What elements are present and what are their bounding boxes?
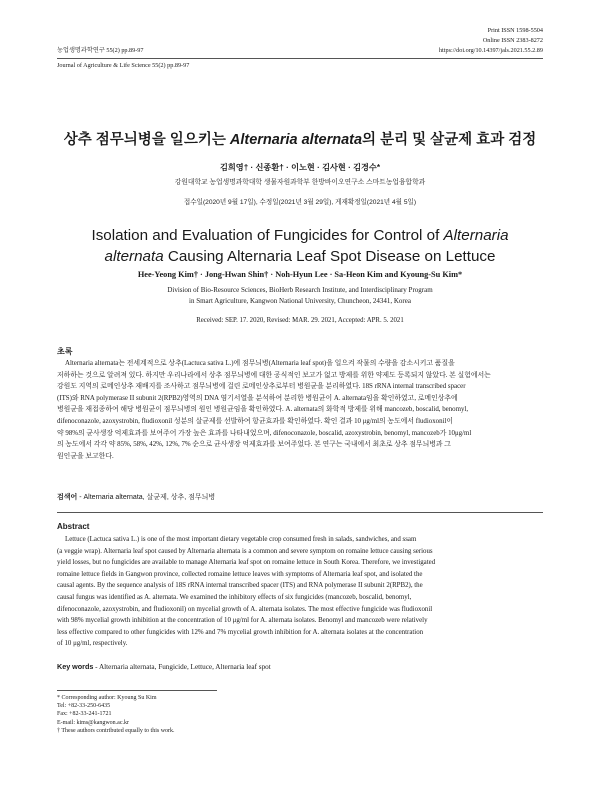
corresponding-author: * Corresponding author: Kyoung Su Kim <box>57 695 157 701</box>
abstract-line: romaine lettuce fields in Gangwon province, collected romaine lettuce leaves with symptoms of Alternaria leaf spot, and isolated the <box>57 570 423 578</box>
footnote-rule <box>57 690 217 691</box>
korean-abstract-line: 원인균을 보고한다. <box>57 452 114 460</box>
journal-korean: 농업생명과학연구 55(2) pp.89-97 <box>57 47 144 54</box>
english-authors: Hee-Yeong Kim† · Jong-Hwan Shin† · Noh-Hyun Lee · Sa-Heon Kim and Kyoung-Su Kim* <box>137 270 463 279</box>
korean-abstract-line: (ITS)와 RNA polymerase II subunit 2(RPB2)영역의 DNA 염기서열을 분석하여 분리한 병원균이 A. alternata임을 확인하였고, 로메인상추에 <box>57 394 458 402</box>
section-rule <box>57 512 543 513</box>
abstract-line: Lettuce (Lactuca sativa L.) is one of the most important dietary vegetable crop consumed fresh in salads, sandwiches, and ssam <box>65 536 417 543</box>
print-issn: Print ISSN 1598-5504 <box>487 27 543 34</box>
abstract-line: with 98% mycelial growth inhibition at the concentration of 10 μg/ml for A. alternata isolates. Benomyl and mancozeb were relatively <box>57 617 428 625</box>
abstract-line: causal fungus was identified as A. alternata. We examined the inhibitory effects of six fungicides (mancozeb, boscalid, benomyl, <box>57 593 412 601</box>
email-link[interactable]: E-mail: kims@kangwon.ac.kr <box>57 719 130 726</box>
korean-abstract-line: 약 98%의 균사생장 억제효과를 보여주어 가장 높은 효과를 나타내었으며, difenoconazole, boscalid, azoxystrobin, benomyl, mancozeb가 10μg/ml <box>57 429 472 437</box>
korean-abstract-line: difenoconazole, azoxystrobin, fludioxonil 성분의 살균제를 선발하여 항균효과를 확인하였다. 확인 결과 10 μg/ml의 농도에서 fludioxonil이 <box>57 417 454 425</box>
korean-abstract-line: 강원도 지역의 로메인상추 재배지를 조사하고 점무늬병에 걸린 로메인상추로부터 병원균을 분리하였다. 18S rRNA internal transcribed spacer <box>57 383 466 391</box>
journal-english: Journal of Agriculture & Life Science 55(2) pp.89-97 <box>57 62 190 69</box>
tel: Tel: +82-33-250-6435 <box>57 703 111 710</box>
abstract-line: (a veggie wrap). Alternaria leaf spot caused by Alternaria alternata is a common and severe symptom on romaine lettuce causing serious <box>57 547 433 555</box>
doi-link[interactable]: https://doi.org/10.14397/jals.2021.55.2.89 <box>438 47 543 54</box>
abstract-heading: Abstract <box>57 522 90 531</box>
english-keywords: Key words - Alternaria alternata, Fungicide, Lettuce, Alternaria leaf spot <box>57 662 271 671</box>
abstract-line: difenoconazole, azoxystrobin, and fludioxonil) on mycelial growth of A. alternata isolates. The most effective fungicide was fludioxonil <box>57 605 433 613</box>
abstract-body <box>57 534 543 650</box>
abstract-line: yield losses, but no fungicides are available to manage Alternaria leaf spot on romaine lettuce in South Korea. Therefore, we investigated <box>57 559 436 567</box>
korean-abstract-line: Alternaria alternata는 전세계적으로 상추(Lactuca sativa L.)에 점무늬병(Alternaria leaf spot)을 일으켜 작물의 수량을 감소시키고 품질을 <box>65 360 455 367</box>
korean-abstract-line: 저하하는 것으로 알려져 있다. 하지만 우리나라에서 상추 점무늬병에 대한 공식적인 보고가 없고 방제를 위한 약제도 등록되지 않았다. 본 실험에서는 <box>57 371 491 379</box>
english-title: Isolation and Evaluation of Fungicides for Control of Alternaria alternata Causing Alternaria Leaf Spot Disease on Lettuce <box>91 227 509 265</box>
header-rule <box>57 58 543 59</box>
abstract-line: less effective compared to other fungicides with 12% and 7% mycelial growth inhibition for A. alternata isolates at the concentration <box>57 628 424 636</box>
equal-contribution-note: † These authors contributed equally to this work. <box>57 727 175 734</box>
korean-authors: 김희영† · 신종환† · 이노현 · 김사현 · 김경수* <box>219 163 381 172</box>
korean-abstract-line: 의 농도에서 각각 약 85%, 58%, 42%, 12%, 7% 순으로 균사생장 억제효과를 보여주었다. 본 연구는 국내에서 최초로 상추 점무늬병과 그 <box>57 441 451 449</box>
korean-abstract-body <box>57 358 543 462</box>
korean-abstract-heading: 초록 <box>57 347 73 356</box>
korean-affiliation: 강원대학교 농업생명과학대학 생물자원과학부 한방바이오연구소 스마트농업융합학과 <box>174 179 426 186</box>
korean-title: 상추 점무늬병을 일으키는 Alternaria alternata의 분리 및 살균제 효과 검정 <box>63 132 537 148</box>
online-issn: Online ISSN 2383-8272 <box>482 37 543 44</box>
abstract-line: of 10 μg/ml, respectively. <box>57 640 128 648</box>
english-dates: Received: SEP. 17. 2020, Revised: MAR. 29. 2021, Accepted: APR. 5. 2021 <box>196 317 404 324</box>
korean-abstract-line: 병원균을 재접종하여 해당 병원균이 점무늬병의 원인 병원균임을 확인하였다. A. alternata의 화학적 방제를 위해 mancozeb, boscalid, benomyl, <box>57 406 469 414</box>
english-affiliation: Division of Bio-Resource Sciences, BioHerb Research Institute, and Interdisciplinary Program in Smart Agriculture, Kangwon National University, Chuncheon, 24341, Korea <box>167 286 433 305</box>
korean-dates: 접수일(2020년 9월 17일), 수정일(2021년 3월 29일), 게재확정일(2021년 4월 5일) <box>183 199 417 206</box>
abstract-line: causal agents. By the sequence analysis of 18S rRNA internal transcribed spacer (ITS) and RNA polymerase II subunit 2(RPB2), the <box>57 582 423 590</box>
fax: Fax: +82-33-241-1721 <box>57 711 112 718</box>
footnotes <box>57 694 175 735</box>
korean-keywords: 검색어 - Alternaria alternata, 살균제, 상추, 점무늬병 <box>57 494 216 501</box>
